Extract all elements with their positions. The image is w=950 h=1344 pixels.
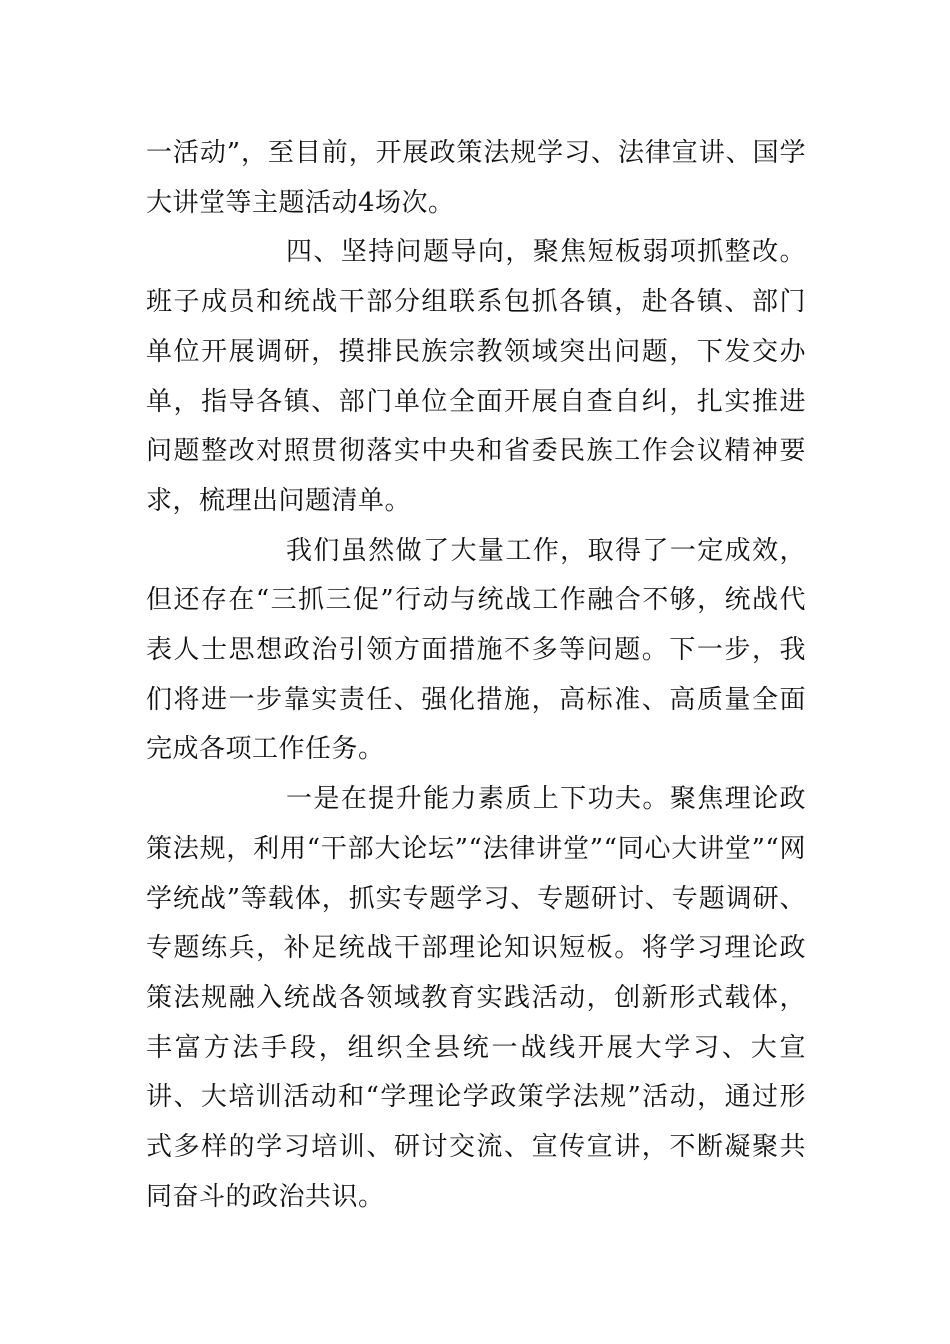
paragraph-continuation: 一活动”，至目前，开展政策法规学习、法律宣讲、国学大讲堂等主题活动4场次。 [146, 138, 806, 218]
paragraph-ability-improvement: 一是在提升能力素质上下功夫。聚焦理论政策法规，利用“干部大论坛”“法律讲堂”“同心大讲堂”“网学统战”等载体，抓实专题学习、专题研讨、专题调研、专题练兵，补足统战干部理论知识短板。将学习理论政策法规融入统战各领域教育实践活动，创新形式载体，丰富方法手段，组织全县统一战线开展大学习、大宣讲、大培训活动和“学理论学政策学法规”活动，通过形式多样的学习培训、研讨交流、宣传宣讲，不断凝聚共同奋斗的政治共识。 [146, 784, 806, 1212]
paragraph-problem-rectification: 四、坚持问题导向，聚焦短板弱项抓整改。班子成员和统战干部分组联系包抓各镇，赴各镇、部门单位开展调研，摸排民族宗教领域突出问题，下发交办单，指导各镇、部门单位全面开展自查自纠，扎实推进问题整改对照贯彻落实中央和省委民族工作会议精神要求，梳理出问题清单。 [146, 237, 806, 516]
paragraph-summary-next-steps: 我们虽然做了大量工作，取得了一定成效，但还存在“三抓三促”行动与统战工作融合不够，统战代表人士思想政治引领方面措施不多等问题。下一步，我们将进一步靠实责任、强化措施，高标准、高质量全面完成各项工作任务。 [146, 535, 806, 765]
document-body [146, 129, 806, 1222]
